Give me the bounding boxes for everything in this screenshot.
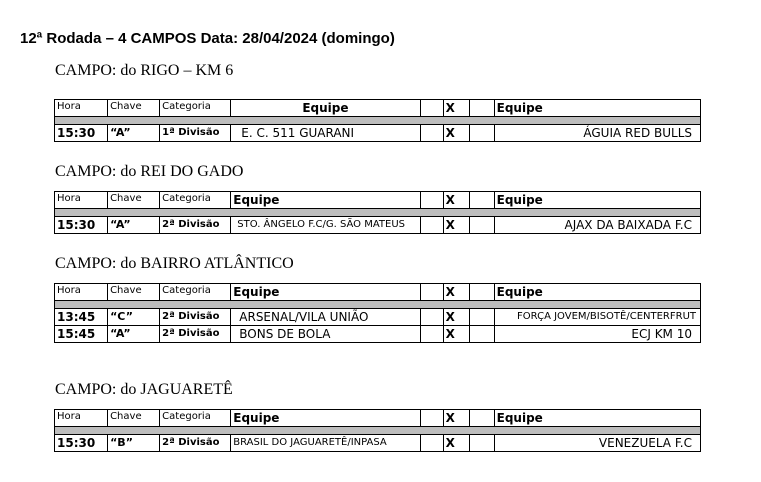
game-row [55,326,701,343]
header-blank [469,192,494,209]
away-team: FORÇA JOVEM/BISOTÊ/CENTERFRUT [494,309,700,326]
versus-x: X [443,326,469,343]
header-hora: Hora [55,192,108,209]
header-equipe-home: Equipe [231,100,420,117]
header-x: X [443,192,469,209]
header-x: X [443,100,469,117]
header-hora: Hora [55,284,108,301]
home-team: BRASIL DO JAGUARETÊ/INPASA [231,435,420,452]
away-team: VENEZUELA F.C [494,435,700,452]
header-equipe-home: Equipe [231,192,420,209]
header-categoria: Categoria [160,284,231,301]
header-blank [469,410,494,427]
game-categoria: 1ª Divisão [160,125,231,142]
header-hora: Hora [55,410,108,427]
header-equipe-away: Equipe [494,284,700,301]
games-table [54,191,701,234]
home-team: E. C. 511 GUARANI [231,125,420,142]
header-equipe-away: Equipe [494,192,700,209]
separator-row [55,209,701,217]
separator-row [55,301,701,309]
game-categoria: 2ª Divisão [160,435,231,452]
blank-cell [420,435,443,452]
game-categoria: 2ª Divisão [160,326,231,343]
header-categoria: Categoria [160,100,231,117]
blank-cell [420,326,443,343]
header-blank [469,284,494,301]
campo-title: CAMPO: do RIGO – KM 6 [55,62,234,79]
game-row [55,435,701,452]
separator-row [55,117,701,125]
game-time: 13:45 [55,309,108,326]
game-chave: “C” [108,309,160,326]
game-chave: “A” [108,326,160,343]
header-categoria: Categoria [160,192,231,209]
versus-x: X [443,217,469,234]
header-equipe-away: Equipe [494,410,700,427]
blank-cell [420,217,443,234]
blank-cell [469,326,494,343]
campo-title: CAMPO: do JAGUARETÊ [55,381,233,398]
header-x: X [443,284,469,301]
game-chave: “B” [108,435,160,452]
campo-title: CAMPO: do REI DO GADO [55,163,244,180]
header-blank [469,100,494,117]
versus-x: X [443,125,469,142]
header-blank [420,100,443,117]
game-categoria: 2ª Divisão [160,309,231,326]
game-time: 15:30 [55,217,108,234]
blank-cell [469,309,494,326]
table-header-row [55,284,701,301]
header-blank [420,410,443,427]
table-header-row [55,410,701,427]
home-team: ARSENAL/VILA UNIÃO [231,309,420,326]
game-row [55,217,701,234]
header-equipe-away: Equipe [494,100,700,117]
header-equipe-home: Equipe [231,410,420,427]
game-categoria: 2ª Divisão [160,217,231,234]
table-header-row [55,100,701,117]
separator-row [55,427,701,435]
table-header-row [55,192,701,209]
away-team: ECJ KM 10 [494,326,700,343]
header-categoria: Categoria [160,410,231,427]
header-blank [420,284,443,301]
game-chave: “A” [108,125,160,142]
game-chave: “A” [108,217,160,234]
home-team: BONS DE BOLA [231,326,420,343]
game-time: 15:30 [55,435,108,452]
away-team: AJAX DA BAIXADA F.C [494,217,700,234]
games-table [54,409,701,452]
blank-cell [420,125,443,142]
games-table [54,283,701,343]
blank-cell [469,125,494,142]
page-title: 12ª Rodada – 4 CAMPOS Data: 28/04/2024 (domingo) [20,30,395,47]
blank-cell [469,217,494,234]
game-row [55,125,701,142]
blank-cell [420,309,443,326]
header-chave: Chave [108,284,160,301]
header-chave: Chave [108,192,160,209]
header-chave: Chave [108,100,160,117]
header-blank [420,192,443,209]
game-row [55,309,701,326]
versus-x: X [443,309,469,326]
games-table [54,99,701,142]
blank-cell [469,435,494,452]
game-time: 15:30 [55,125,108,142]
home-team: STO. ÂNGELO F.C/G. SÃO MATEUS [231,217,420,234]
header-hora: Hora [55,100,108,117]
versus-x: X [443,435,469,452]
header-x: X [443,410,469,427]
header-equipe-home: Equipe [231,284,420,301]
game-time: 15:45 [55,326,108,343]
away-team: ÁGUIA RED BULLS [494,125,700,142]
campo-title: CAMPO: do BAIRRO ATLÂNTICO [55,255,294,272]
header-chave: Chave [108,410,160,427]
